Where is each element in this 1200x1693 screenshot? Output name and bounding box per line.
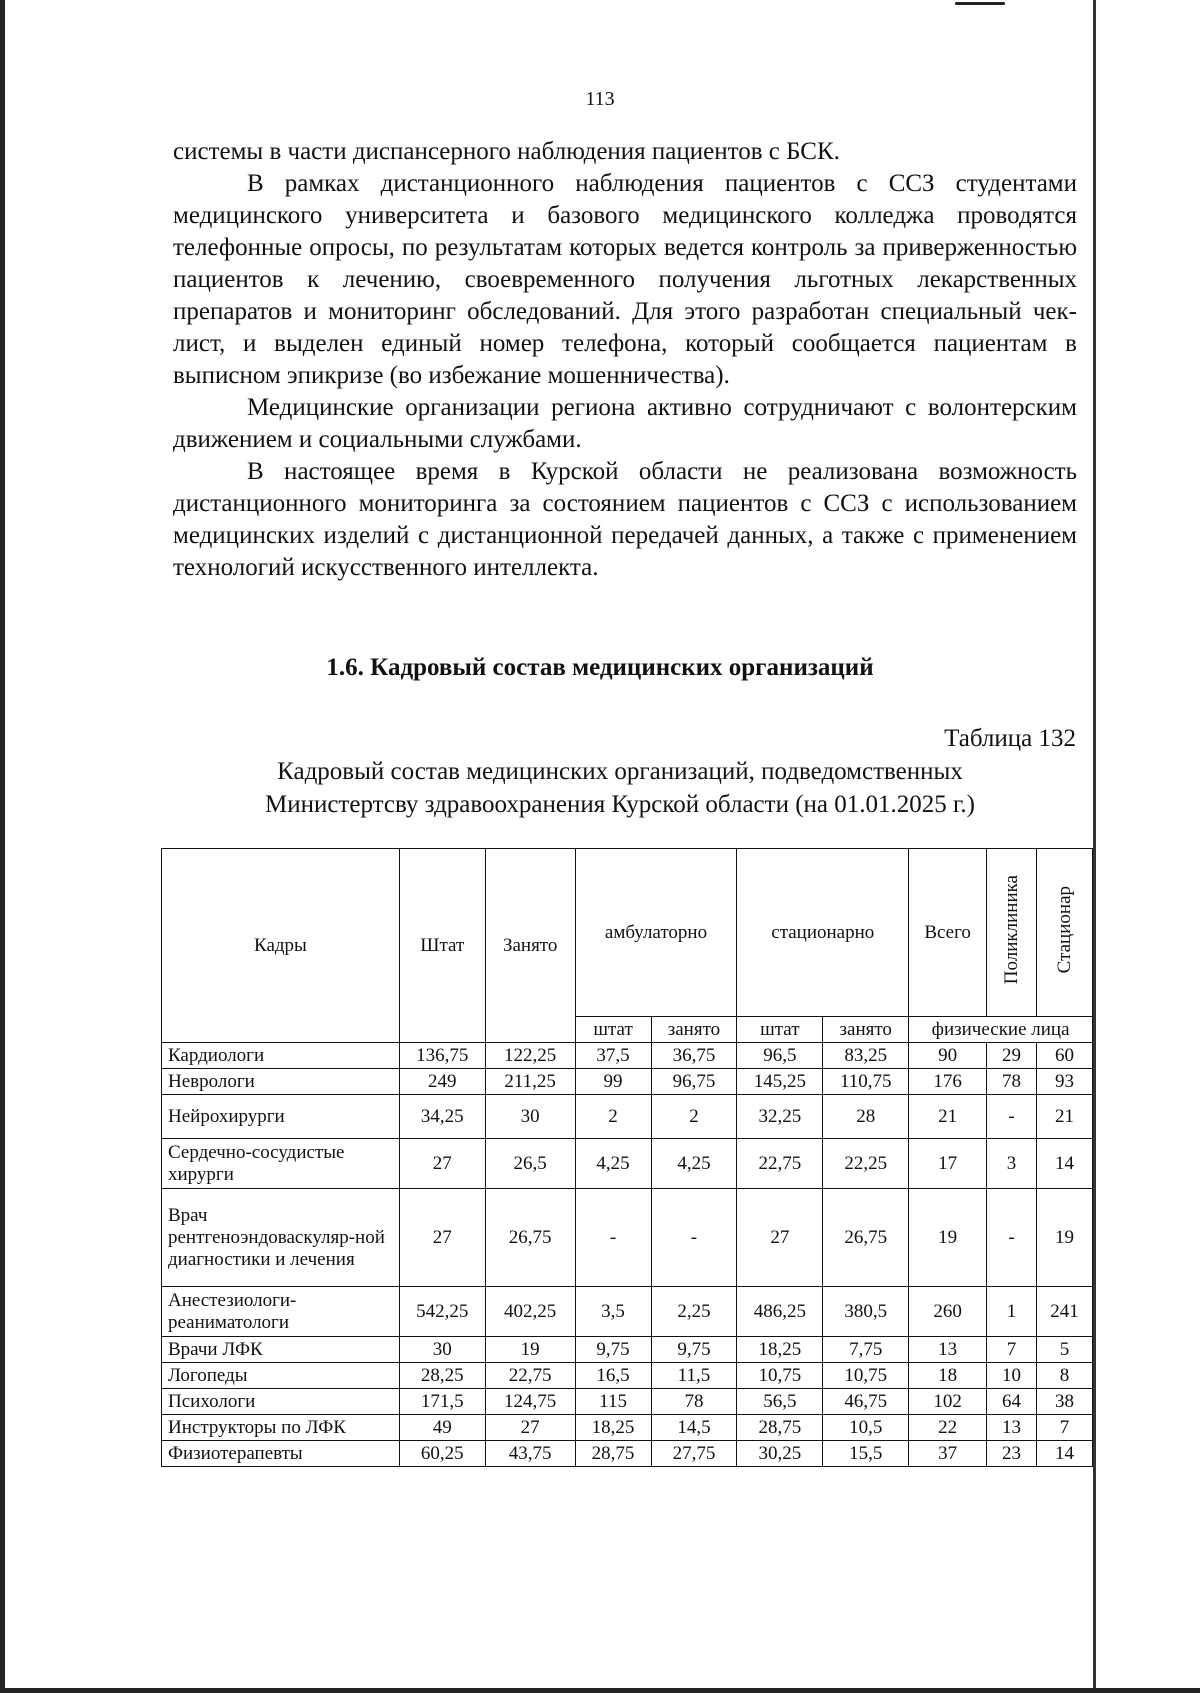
table-cell: 10 bbox=[987, 1363, 1037, 1389]
table-cell: 10,75 bbox=[737, 1363, 823, 1389]
header-stacionar-text: Стационар bbox=[1053, 885, 1075, 974]
table-cell: 15,5 bbox=[823, 1441, 909, 1467]
table-cell: 49 bbox=[399, 1415, 485, 1441]
table-cell: 18,25 bbox=[737, 1337, 823, 1363]
table-cell: 96,5 bbox=[737, 1043, 823, 1069]
table-cell: 211,25 bbox=[485, 1069, 575, 1095]
table-cell: 136,75 bbox=[399, 1043, 485, 1069]
table-cell: 380,5 bbox=[823, 1287, 909, 1337]
table-cell: 78 bbox=[987, 1069, 1037, 1095]
table-cell: 19 bbox=[485, 1337, 575, 1363]
subheader-shtat: штат bbox=[575, 1017, 651, 1043]
table-row bbox=[162, 1095, 1093, 1139]
table-cell: 26,75 bbox=[823, 1189, 909, 1287]
table-cell: 14,5 bbox=[651, 1415, 737, 1441]
table-cell: - bbox=[987, 1189, 1037, 1287]
table-body bbox=[162, 1043, 1093, 1467]
table-cell: 16,5 bbox=[575, 1363, 651, 1389]
table-cell: 22,75 bbox=[485, 1363, 575, 1389]
page-number: 113 bbox=[585, 88, 615, 110]
table-cell: 122,25 bbox=[485, 1043, 575, 1069]
scan-edge-bottom bbox=[0, 1688, 1200, 1693]
table-cell: 241 bbox=[1037, 1287, 1093, 1337]
table-cell: 37,5 bbox=[575, 1043, 651, 1069]
body-text bbox=[173, 136, 1077, 584]
table-cell: 5 bbox=[1037, 1337, 1093, 1363]
table-cell: 27 bbox=[737, 1189, 823, 1287]
table-cell: - bbox=[651, 1189, 737, 1287]
table-cell: 4,25 bbox=[651, 1139, 737, 1189]
table-cell: 90 bbox=[909, 1043, 987, 1069]
cell-staff-name: Инструкторы по ЛФК bbox=[162, 1415, 400, 1441]
table-cell: 2 bbox=[575, 1095, 651, 1139]
table-cell: 99 bbox=[575, 1069, 651, 1095]
table-cell: 56,5 bbox=[737, 1389, 823, 1415]
cell-staff-name: Анестезиологи-реаниматологи bbox=[162, 1287, 400, 1337]
table-cell: 83,25 bbox=[823, 1043, 909, 1069]
paragraph: В настоящее время в Курской области не реализована возможность дистанционного мониторинга за состоянием пациентов с ССЗ с использованием медицинских изделий с дистанционной передачей данных, а также с применением технологий искусственного интеллекта. bbox=[173, 458, 1077, 581]
header-staff: Кадры bbox=[162, 849, 400, 1043]
cell-staff-name: Кардиологи bbox=[162, 1043, 400, 1069]
table-cell: 28,25 bbox=[399, 1363, 485, 1389]
table-cell: 26,5 bbox=[485, 1139, 575, 1189]
table-header-row bbox=[162, 849, 1093, 1017]
table-cell: 8 bbox=[1037, 1363, 1093, 1389]
table-row bbox=[162, 1069, 1093, 1095]
table-cell: 60 bbox=[1037, 1043, 1093, 1069]
subheader-physical: физические лица bbox=[909, 1017, 1093, 1043]
table-cell: 110,75 bbox=[823, 1069, 909, 1095]
table-caption-line: Кадровый состав медицинских организаций, подведомственных bbox=[277, 758, 963, 785]
cell-staff-name: Логопеды bbox=[162, 1363, 400, 1389]
cell-staff-name: Физиотерапевты bbox=[162, 1441, 400, 1467]
table-cell: 1 bbox=[987, 1287, 1037, 1337]
table-cell: 21 bbox=[1037, 1095, 1093, 1139]
table-cell: 22,25 bbox=[823, 1139, 909, 1189]
table-cell: 78 bbox=[651, 1389, 737, 1415]
table-cell: 11,5 bbox=[651, 1363, 737, 1389]
table-cell: - bbox=[575, 1189, 651, 1287]
table-cell: 34,25 bbox=[399, 1095, 485, 1139]
table-cell: 402,25 bbox=[485, 1287, 575, 1337]
table-cell: 28,75 bbox=[575, 1441, 651, 1467]
subheader-zanyato: занято bbox=[651, 1017, 737, 1043]
section-heading: 1.6. Кадровый состав медицинских организаций bbox=[326, 654, 874, 681]
paragraph: системы в части диспансерного наблюдения пациентов с БСК. bbox=[173, 138, 840, 165]
table-cell: 30 bbox=[399, 1337, 485, 1363]
table-cell: 18,25 bbox=[575, 1415, 651, 1441]
table-cell: 22 bbox=[909, 1415, 987, 1441]
table-cell: 60,25 bbox=[399, 1441, 485, 1467]
table-row bbox=[162, 1139, 1093, 1189]
table-cell: 27 bbox=[485, 1415, 575, 1441]
header-poliklinika bbox=[987, 849, 1037, 1017]
table-row bbox=[162, 1441, 1093, 1467]
table-cell: 13 bbox=[987, 1415, 1037, 1441]
table-cell: 96,75 bbox=[651, 1069, 737, 1095]
table-cell: 21 bbox=[909, 1095, 987, 1139]
cell-staff-name: Врачи ЛФК bbox=[162, 1337, 400, 1363]
cell-staff-name: Сердечно-сосудистые хирурги bbox=[162, 1139, 400, 1189]
table-cell: - bbox=[987, 1095, 1037, 1139]
table-cell: 7 bbox=[1037, 1415, 1093, 1441]
table-cell: 176 bbox=[909, 1069, 987, 1095]
table-cell: 14 bbox=[1037, 1139, 1093, 1189]
table-cell: 115 bbox=[575, 1389, 651, 1415]
table-cell: 36,75 bbox=[651, 1043, 737, 1069]
table-cell: 249 bbox=[399, 1069, 485, 1095]
table-row bbox=[162, 1043, 1093, 1069]
table-cell: 260 bbox=[909, 1287, 987, 1337]
table-cell: 19 bbox=[909, 1189, 987, 1287]
cell-staff-name: Неврологи bbox=[162, 1069, 400, 1095]
table-cell: 124,75 bbox=[485, 1389, 575, 1415]
staff-table bbox=[161, 848, 1093, 1467]
table-cell: 37 bbox=[909, 1441, 987, 1467]
table-cell: 93 bbox=[1037, 1069, 1093, 1095]
table-cell: 9,75 bbox=[575, 1337, 651, 1363]
paragraph: Медицинские организации региона активно сотрудничают с волонтерским движением и социальными службами. bbox=[173, 394, 1077, 453]
table-cell: 28,75 bbox=[737, 1415, 823, 1441]
table-cell: 171,5 bbox=[399, 1389, 485, 1415]
header-ambulatorno: амбулаторно bbox=[575, 849, 737, 1017]
table-cell: 542,25 bbox=[399, 1287, 485, 1337]
table-cell: 2 bbox=[651, 1095, 737, 1139]
paragraph: В рамках дистанционного наблюдения пациентов с ССЗ студентами медицинского университета и базового медицинского колледжа проводятся телефонные опросы, по результатам которых ведется контроль за приверженностью пациентов к лечению, своевременного получения льготных лекарственных препаратов и мониторинг обследований. Для этого разработан специальный чек-лист, и выделен единый номер телефона, который сообщается пациентам в выписном эпикризе (во избежание мошенничества). bbox=[173, 170, 1077, 389]
scan-mark bbox=[955, 2, 1005, 5]
header-vsego: Всего bbox=[909, 849, 987, 1017]
subheader-shtat: штат bbox=[737, 1017, 823, 1043]
table-row bbox=[162, 1415, 1093, 1441]
table-row bbox=[162, 1189, 1093, 1287]
table-cell: 7,75 bbox=[823, 1337, 909, 1363]
table-cell: 29 bbox=[987, 1043, 1037, 1069]
header-stacionarno: стационарно bbox=[737, 849, 909, 1017]
table-cell: 3,5 bbox=[575, 1287, 651, 1337]
header-stacionar bbox=[1037, 849, 1093, 1017]
table-cell: 27,75 bbox=[651, 1441, 737, 1467]
table-cell: 102 bbox=[909, 1389, 987, 1415]
table-cell: 27 bbox=[399, 1139, 485, 1189]
table-cell: 32,25 bbox=[737, 1095, 823, 1139]
table-cell: 7 bbox=[987, 1337, 1037, 1363]
table-cell: 14 bbox=[1037, 1441, 1093, 1467]
table-cell: 64 bbox=[987, 1389, 1037, 1415]
table-cell: 10,5 bbox=[823, 1415, 909, 1441]
table-cell: 13 bbox=[909, 1337, 987, 1363]
table-cell: 30,25 bbox=[737, 1441, 823, 1467]
table-cell: 9,75 bbox=[651, 1337, 737, 1363]
table-cell: 486,25 bbox=[737, 1287, 823, 1337]
cell-staff-name: Психологи bbox=[162, 1389, 400, 1415]
table-cell: 4,25 bbox=[575, 1139, 651, 1189]
table-cell: 27 bbox=[399, 1189, 485, 1287]
table-cell: 145,25 bbox=[737, 1069, 823, 1095]
header-poliklinika-text: Поликлиника bbox=[1000, 874, 1022, 985]
table-row bbox=[162, 1337, 1093, 1363]
table-cell: 38 bbox=[1037, 1389, 1093, 1415]
table-cell: 18 bbox=[909, 1363, 987, 1389]
table-number: Таблица 132 bbox=[944, 725, 1076, 752]
header-zanyato: Занято bbox=[485, 849, 575, 1043]
table-cell: 43,75 bbox=[485, 1441, 575, 1467]
table-cell: 19 bbox=[1037, 1189, 1093, 1287]
table-caption bbox=[160, 755, 1080, 821]
table-cell: 30 bbox=[485, 1095, 575, 1139]
table-row bbox=[162, 1363, 1093, 1389]
subheader-zanyato: занято bbox=[823, 1017, 909, 1043]
scan-edge-right bbox=[1093, 0, 1096, 1693]
header-shtat: Штат bbox=[399, 849, 485, 1043]
table-cell: 10,75 bbox=[823, 1363, 909, 1389]
table-caption-line: Министертсву здравоохранения Курской области (на 01.01.2025 г.) bbox=[264, 791, 976, 818]
table-cell: 46,75 bbox=[823, 1389, 909, 1415]
table-cell: 23 bbox=[987, 1441, 1037, 1467]
scan-edge-left bbox=[0, 0, 5, 1693]
cell-staff-name: Врач рентгеноэндоваскуляр-ной диагностики и лечения bbox=[162, 1189, 400, 1287]
table-row bbox=[162, 1287, 1093, 1337]
table-cell: 17 bbox=[909, 1139, 987, 1189]
cell-staff-name: Нейрохирурги bbox=[162, 1095, 400, 1139]
table-cell: 3 bbox=[987, 1139, 1037, 1189]
table-cell: 26,75 bbox=[485, 1189, 575, 1287]
table-cell: 2,25 bbox=[651, 1287, 737, 1337]
table-cell: 28 bbox=[823, 1095, 909, 1139]
table-row bbox=[162, 1389, 1093, 1415]
table-cell: 22,75 bbox=[737, 1139, 823, 1189]
